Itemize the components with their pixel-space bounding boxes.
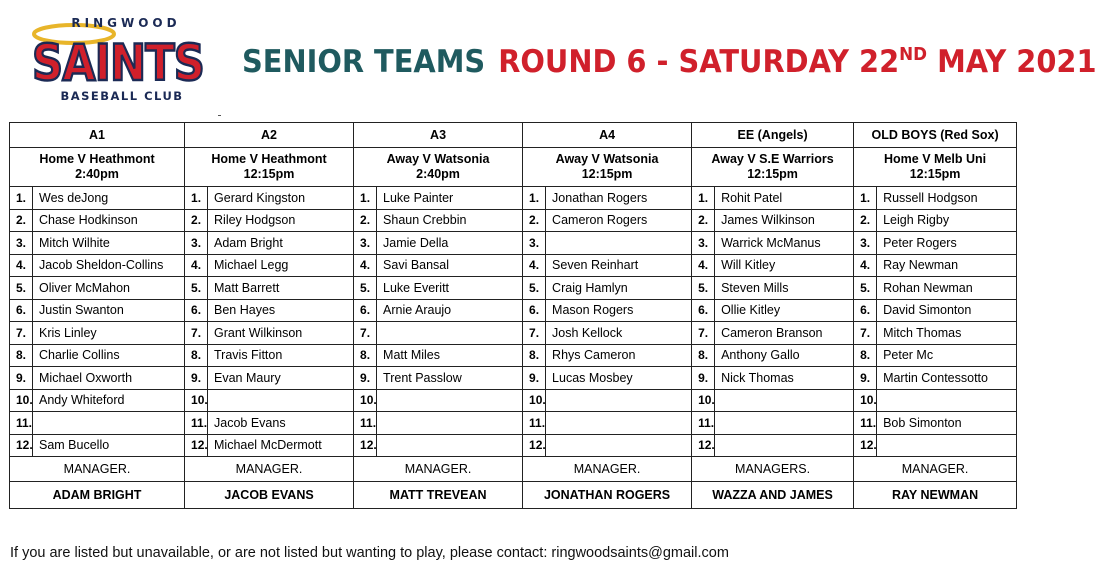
- player-name: Jacob Sheldon-Collins: [33, 254, 185, 277]
- player-name: Warrick McManus: [715, 232, 854, 255]
- player-name: [546, 389, 692, 412]
- manager-name: JACOB EVANS: [185, 482, 354, 509]
- player-name: Mitch Wilhite: [33, 232, 185, 255]
- row-number: 6.: [354, 299, 377, 322]
- row-number: 5.: [10, 277, 33, 300]
- row-number: 7.: [523, 322, 546, 345]
- table-row: [10, 277, 1017, 300]
- fixture-time: 12:15pm: [747, 167, 798, 181]
- row-number: 9.: [692, 367, 715, 390]
- row-number: 7.: [854, 322, 877, 345]
- fixture-opponent: Home V Heathmont: [211, 152, 327, 166]
- table-row: [10, 254, 1017, 277]
- page-title: [242, 44, 1097, 80]
- player-name: Kris Linley: [33, 322, 185, 345]
- manager-label: MANAGER.: [354, 457, 523, 482]
- player-name: [377, 434, 523, 457]
- row-number: 4.: [10, 254, 33, 277]
- row-number: 4.: [854, 254, 877, 277]
- row-number: 10.: [354, 389, 377, 412]
- title-round-prefix: ROUND 6 - SATURDAY 22: [498, 44, 900, 80]
- manager-name: ADAM BRIGHT: [10, 482, 185, 509]
- club-logo: [26, 12, 214, 104]
- player-name: Shaun Crebbin: [377, 209, 523, 232]
- player-name: [33, 412, 185, 435]
- row-number: 3.: [523, 232, 546, 255]
- player-name: Rhys Cameron: [546, 344, 692, 367]
- row-number: 12.: [692, 434, 715, 457]
- row-number: 9.: [185, 367, 208, 390]
- row-number: 11.: [523, 412, 546, 435]
- row-number: 11.: [185, 412, 208, 435]
- fixture-time: 12:15pm: [243, 167, 295, 181]
- row-number: 6.: [692, 299, 715, 322]
- player-name: Martin Contessotto: [877, 367, 1017, 390]
- row-number: 5.: [692, 277, 715, 300]
- logo-main-text: SAINTS: [32, 34, 204, 92]
- player-name: Oliver McMahon: [33, 277, 185, 300]
- row-number: 9.: [354, 367, 377, 390]
- player-name: [546, 412, 692, 435]
- player-name: Mason Rogers: [546, 299, 692, 322]
- player-name: Savi Bansal: [377, 254, 523, 277]
- row-number: 12.: [354, 434, 377, 457]
- row-number: 4.: [523, 254, 546, 277]
- team-name: A2: [185, 123, 354, 148]
- player-name: Ben Hayes: [208, 299, 354, 322]
- player-name: Mitch Thomas: [877, 322, 1017, 345]
- row-number: 8.: [692, 344, 715, 367]
- player-name: Travis Fitton: [208, 344, 354, 367]
- table-row: [10, 367, 1017, 390]
- row-number: 1.: [692, 187, 715, 210]
- row-number: 11.: [692, 412, 715, 435]
- row-number: 12.: [854, 434, 877, 457]
- player-name: Wes deJong: [33, 187, 185, 210]
- player-name: Arnie Araujo: [377, 299, 523, 322]
- row-number: 8.: [185, 344, 208, 367]
- player-name: Andy Whiteford: [33, 389, 185, 412]
- team-name: EE (Angels): [692, 123, 854, 148]
- row-number: 8.: [854, 344, 877, 367]
- team-name: A3: [354, 123, 523, 148]
- row-number: 6.: [185, 299, 208, 322]
- player-name: Gerard Kingston: [208, 187, 354, 210]
- player-name: Seven Reinhart: [546, 254, 692, 277]
- row-number: 5.: [523, 277, 546, 300]
- row-number: 8.: [354, 344, 377, 367]
- team-name: A4: [523, 123, 692, 148]
- player-name: Grant Wilkinson: [208, 322, 354, 345]
- contact-note: If you are listed but unavailable, or are not listed but wanting to play, please contact: ringwoodsaints@gmail.com: [10, 545, 729, 561]
- row-number: 4.: [354, 254, 377, 277]
- player-name: Ray Newman: [877, 254, 1017, 277]
- row-number: 2.: [692, 209, 715, 232]
- manager-label: MANAGER.: [854, 457, 1017, 482]
- row-number: 3.: [854, 232, 877, 255]
- manager-label: MANAGER.: [185, 457, 354, 482]
- table-row: [10, 232, 1017, 255]
- player-name: [877, 389, 1017, 412]
- player-name: [715, 412, 854, 435]
- team-fixture: [10, 148, 185, 187]
- player-name: Ollie Kitley: [715, 299, 854, 322]
- player-name: Lucas Mosbey: [546, 367, 692, 390]
- manager-name: MATT TREVEAN: [354, 482, 523, 509]
- logo-top-text: RINGWOOD: [71, 16, 181, 30]
- manager-label: MANAGER.: [10, 457, 185, 482]
- player-name: [377, 412, 523, 435]
- player-name: [715, 389, 854, 412]
- team-fixture: [854, 148, 1017, 187]
- row-number: 7.: [185, 322, 208, 345]
- player-name: James Wilkinson: [715, 209, 854, 232]
- row-number: 7.: [692, 322, 715, 345]
- player-name: Justin Swanton: [33, 299, 185, 322]
- row-number: 5.: [354, 277, 377, 300]
- row-number: 2.: [354, 209, 377, 232]
- player-name: Matt Barrett: [208, 277, 354, 300]
- player-name: Evan Maury: [208, 367, 354, 390]
- row-number: 11.: [10, 412, 33, 435]
- title-round-suffix: MAY 2021: [927, 44, 1097, 80]
- team-fixture: [692, 148, 854, 187]
- team-name: A1: [10, 123, 185, 148]
- fixture-opponent: Away V Watsonia: [386, 152, 490, 166]
- player-name: Adam Bright: [208, 232, 354, 255]
- team-fixture: [523, 148, 692, 187]
- manager-name: RAY NEWMAN: [854, 482, 1017, 509]
- fixture-opponent: Home V Heathmont: [39, 152, 155, 166]
- table-row: [10, 299, 1017, 322]
- row-number: 3.: [354, 232, 377, 255]
- row-number: 2.: [185, 209, 208, 232]
- player-name: [377, 322, 523, 345]
- player-name: David Simonton: [877, 299, 1017, 322]
- row-number: 5.: [854, 277, 877, 300]
- row-number: 5.: [185, 277, 208, 300]
- row-number: 12.: [185, 434, 208, 457]
- team-fixture: [354, 148, 523, 187]
- row-number: 3.: [692, 232, 715, 255]
- roster-table: [9, 122, 1017, 509]
- table-row: [10, 187, 1017, 210]
- player-name: [377, 389, 523, 412]
- player-name: Craig Hamlyn: [546, 277, 692, 300]
- player-name: Rohan Newman: [877, 277, 1017, 300]
- player-name: Nick Thomas: [715, 367, 854, 390]
- fixture-time: 12:15pm: [909, 167, 961, 181]
- player-name: Rohit Patel: [715, 187, 854, 210]
- table-row: [10, 322, 1017, 345]
- row-number: 12.: [10, 434, 33, 457]
- player-name: Jamie Della: [377, 232, 523, 255]
- player-name: Luke Everitt: [377, 277, 523, 300]
- row-number: 8.: [523, 344, 546, 367]
- player-name: Jonathan Rogers: [546, 187, 692, 210]
- fixture-opponent: Home V Melb Uni: [884, 152, 987, 166]
- row-number: 7.: [10, 322, 33, 345]
- row-number: 1.: [354, 187, 377, 210]
- player-name: Cameron Rogers: [546, 209, 692, 232]
- player-name: Riley Hodgson: [208, 209, 354, 232]
- player-name: Peter Mc: [877, 344, 1017, 367]
- row-number: 1.: [185, 187, 208, 210]
- manager-name: WAZZA AND JAMES: [692, 482, 854, 509]
- player-name: Luke Painter: [377, 187, 523, 210]
- manager-label: MANAGERS.: [692, 457, 854, 482]
- table-row: [10, 209, 1017, 232]
- fixture-opponent: Away V S.E Warriors: [711, 152, 834, 166]
- fixture-time: 2:40pm: [75, 167, 119, 181]
- saints-logo-icon: [26, 12, 214, 104]
- row-number: 2.: [854, 209, 877, 232]
- player-name: Cameron Branson: [715, 322, 854, 345]
- player-name: Will Kitley: [715, 254, 854, 277]
- player-name: Steven Mills: [715, 277, 854, 300]
- player-name: Chase Hodkinson: [33, 209, 185, 232]
- player-name: Sam Bucello: [33, 434, 185, 457]
- table-row: [10, 434, 1017, 457]
- team-header-row: [10, 123, 1017, 148]
- row-number: 4.: [692, 254, 715, 277]
- player-name: Bob Simonton: [877, 412, 1017, 435]
- player-name: Peter Rogers: [877, 232, 1017, 255]
- player-name: [546, 232, 692, 255]
- fixture-time: 12:15pm: [581, 167, 633, 181]
- row-number: 6.: [10, 299, 33, 322]
- divider: [218, 115, 221, 116]
- manager-name: JONATHAN ROGERS: [523, 482, 692, 509]
- row-number: 9.: [854, 367, 877, 390]
- row-number: 7.: [354, 322, 377, 345]
- player-name: Charlie Collins: [33, 344, 185, 367]
- manager-name-row: [10, 482, 1017, 509]
- table-row: [10, 389, 1017, 412]
- fixture-time: 2:40pm: [416, 167, 460, 181]
- row-number: 9.: [523, 367, 546, 390]
- title-round: [498, 44, 1096, 80]
- row-number: 6.: [523, 299, 546, 322]
- row-number: 2.: [523, 209, 546, 232]
- player-name: Matt Miles: [377, 344, 523, 367]
- player-name: Russell Hodgson: [877, 187, 1017, 210]
- row-number: 6.: [854, 299, 877, 322]
- row-number: 11.: [854, 412, 877, 435]
- player-name: Leigh Rigby: [877, 209, 1017, 232]
- table-row: [10, 344, 1017, 367]
- row-number: 4.: [185, 254, 208, 277]
- row-number: 10.: [523, 389, 546, 412]
- player-name: [877, 434, 1017, 457]
- row-number: 1.: [523, 187, 546, 210]
- manager-label: MANAGER.: [523, 457, 692, 482]
- player-name: Trent Passlow: [377, 367, 523, 390]
- row-number: 11.: [354, 412, 377, 435]
- row-number: 1.: [10, 187, 33, 210]
- row-number: 10.: [854, 389, 877, 412]
- row-number: 10.: [692, 389, 715, 412]
- title-senior-teams: SENIOR TEAMS: [242, 44, 486, 80]
- row-number: 9.: [10, 367, 33, 390]
- row-number: 3.: [185, 232, 208, 255]
- player-name: [546, 434, 692, 457]
- fixture-row: [10, 148, 1017, 187]
- player-name: Michael Oxworth: [33, 367, 185, 390]
- row-number: 10.: [185, 389, 208, 412]
- table-row: [10, 412, 1017, 435]
- title-round-sup: ND: [899, 44, 928, 65]
- player-name: Anthony Gallo: [715, 344, 854, 367]
- player-name: Michael McDermott: [208, 434, 354, 457]
- player-name: Michael Legg: [208, 254, 354, 277]
- team-fixture: [185, 148, 354, 187]
- manager-label-row: [10, 457, 1017, 482]
- row-number: 2.: [10, 209, 33, 232]
- row-number: 10.: [10, 389, 33, 412]
- row-number: 8.: [10, 344, 33, 367]
- player-name: [208, 389, 354, 412]
- row-number: 3.: [10, 232, 33, 255]
- row-number: 12.: [523, 434, 546, 457]
- fixture-opponent: Away V Watsonia: [555, 152, 659, 166]
- player-name: [715, 434, 854, 457]
- player-name: Josh Kellock: [546, 322, 692, 345]
- player-name: Jacob Evans: [208, 412, 354, 435]
- team-name: OLD BOYS (Red Sox): [854, 123, 1017, 148]
- row-number: 1.: [854, 187, 877, 210]
- logo-bottom-text: BASEBALL CLUB: [60, 89, 184, 103]
